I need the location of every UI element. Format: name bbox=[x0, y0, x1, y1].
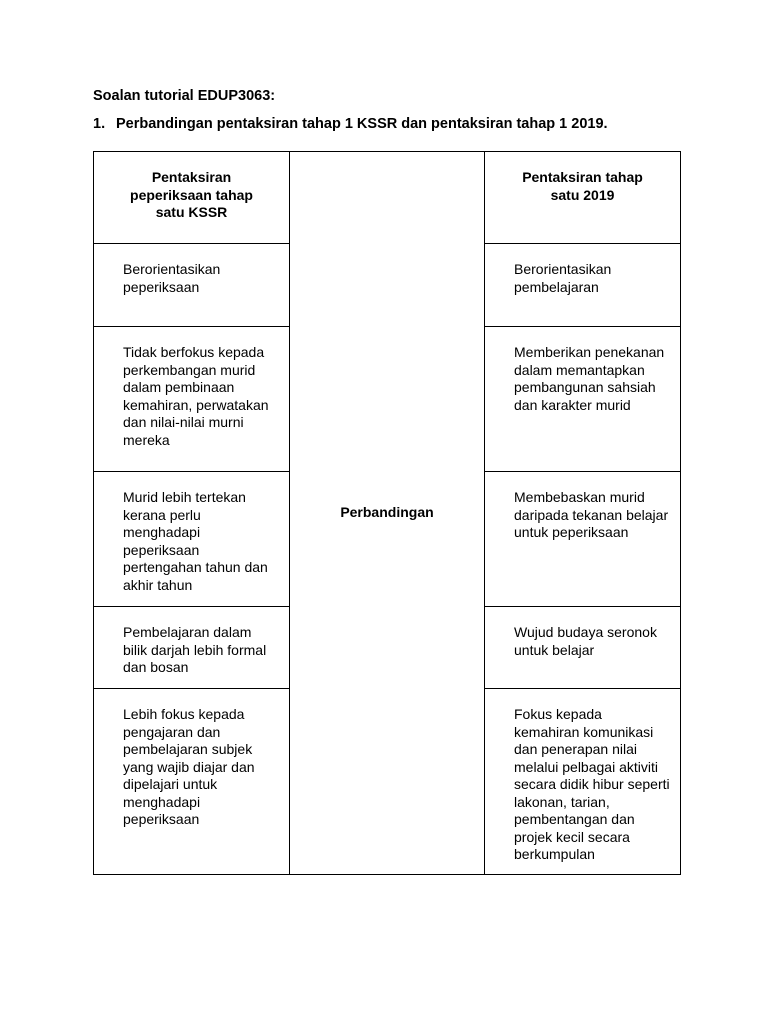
comparison-table bbox=[93, 151, 681, 875]
left-cell bbox=[94, 327, 290, 472]
question-heading bbox=[93, 116, 608, 132]
question-text: Perbandingan pentaksiran tahap 1 KSSR dan pentaksiran tahap 1 2019. bbox=[116, 116, 608, 132]
right-cell bbox=[485, 327, 681, 472]
header-right-cell bbox=[485, 152, 681, 244]
right-cell-text: Membebaskan murid daripada tekanan belajar untuk peperiksaan bbox=[514, 489, 669, 540]
left-cell-text: Murid lebih tertekan kerana perlu menghadapi peperiksaan pertengahan tahun dan akhir tahun bbox=[123, 489, 268, 593]
right-cell bbox=[485, 244, 681, 327]
middle-label: Perbandingan bbox=[340, 504, 434, 521]
left-cell-text: Tidak berfokus kepada perkembangan murid dalam pembinaan kemahiran, perwatakan dan nilai-nilai murni mereka bbox=[123, 344, 269, 448]
right-cell-text: Memberikan penekanan dalam memantapkan pembangunan sahsiah dan karakter murid bbox=[514, 344, 665, 413]
header-right: Pentaksiran tahap satu 2019 bbox=[522, 169, 643, 203]
left-cell-text: Lebih fokus kepada pengajaran dan pembelajaran subjek yang wajib diajar dan dipelajari untuk menghadapi peperiksaan bbox=[123, 706, 255, 827]
left-cell bbox=[94, 689, 290, 875]
left-cell bbox=[94, 244, 290, 327]
document-title: Soalan tutorial EDUP3063: bbox=[93, 88, 276, 104]
right-cell bbox=[485, 689, 681, 875]
header-left-cell bbox=[94, 152, 290, 244]
right-cell bbox=[485, 472, 681, 607]
right-cell-text: Fokus kepada kemahiran komunikasi dan penerapan nilai melalui pelbagai aktiviti secara didik hibur seperti lakonan, tarian, pembentangan dan projek kecil secara berkumpulan bbox=[514, 706, 670, 862]
table-header-row bbox=[94, 152, 681, 244]
left-cell bbox=[94, 607, 290, 689]
left-cell-text: Berorientasikan peperiksaan bbox=[123, 261, 221, 295]
right-cell bbox=[485, 607, 681, 689]
left-cell-text: Pembelajaran dalam bilik darjah lebih formal dan bosan bbox=[123, 624, 267, 675]
question-number: 1. bbox=[93, 116, 106, 132]
header-left: Pentaksiran peperiksaan tahap satu KSSR bbox=[130, 169, 253, 220]
middle-label-cell bbox=[290, 152, 485, 875]
right-cell-text: Wujud budaya seronok untuk belajar bbox=[514, 624, 657, 658]
left-cell bbox=[94, 472, 290, 607]
right-cell-text: Berorientasikan pembelajaran bbox=[514, 261, 612, 295]
